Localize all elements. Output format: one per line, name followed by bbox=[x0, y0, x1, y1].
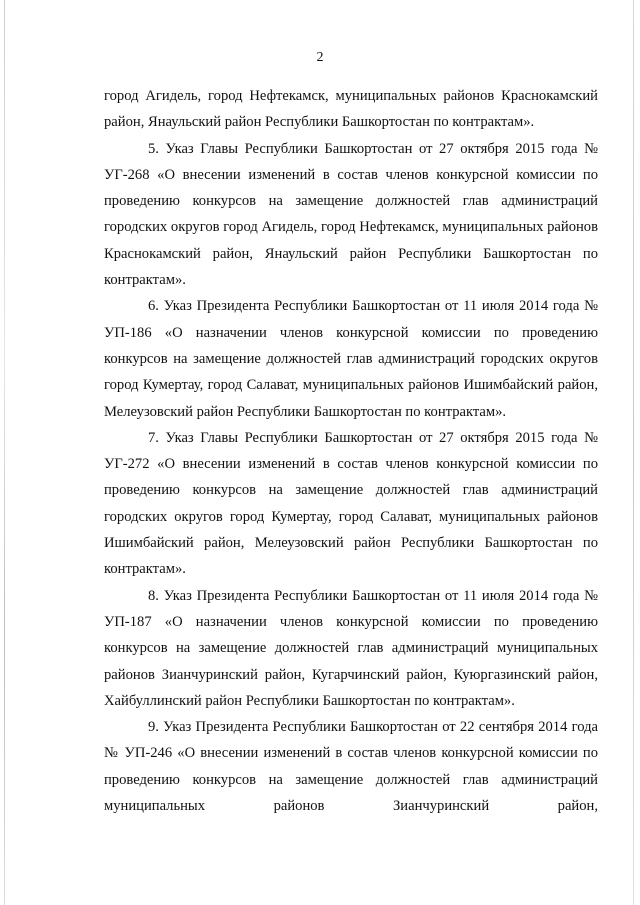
paragraph-continuation: город Агидель, город Нефтекамск, муниципальных районов Краснокамский район, Янаульский район Республики Башкортостан по контрактам». bbox=[104, 88, 598, 131]
document-body bbox=[104, 83, 598, 819]
page-number: 2 bbox=[316, 50, 324, 65]
paragraph-item-7: 7. Указ Главы Республики Башкортостан от 27 октября 2015 года № УГ-272 «О внесении изменений в состав членов конкурсной комиссии по проведению конкурсов на замещение должностей глав администраций городских округов город Кумертау, город Салават, муниципальных районов Ишимбайский район, Мелеузовский район Республики Башкортостан по контрактам». bbox=[104, 429, 598, 578]
scan-edge-right bbox=[633, 0, 634, 905]
paragraph-item-8: 8. Указ Президента Республики Башкортостан от 11 июля 2014 года № УП-187 «О назначении членов конкурсной комиссии по проведению конкурсов на замещение должностей глав администраций муниципальных районов Зианчуринский район, Кугарчинский район, Куюргазинский район, Хайбуллинский район Республики Башкортостан по контрактам». bbox=[104, 587, 598, 709]
paragraph-item-5: 5. Указ Главы Республики Башкортостан от 27 октября 2015 года № УГ-268 «О внесении изменений в состав членов конкурсной комиссии по проведению конкурсов на замещение должностей глав администраций городских округов город Агидель, город Нефтекамск, муниципальных районов Краснокамский район, Янаульский район Республики Башкортостан по контрактам». bbox=[104, 140, 598, 289]
paragraph-item-6: 6. Указ Президента Республики Башкортостан от 11 июля 2014 года № УП-186 «О назначении членов конкурсной комиссии по проведению конкурсов на замещение должностей глав администраций городских округов город Кумертау, город Салават, муниципальных районов Ишимбайский район, Мелеузовский район Республики Башкортостан по контрактам». bbox=[104, 298, 598, 420]
scan-edge-left bbox=[4, 0, 5, 905]
paragraph-item-9: 9. Указ Президента Республики Башкортостан от 22 сентября 2014 года № УП-246 «О внесении изменений в состав членов конкурсной комиссии по проведению конкурсов на замещение должностей глав администраций муниципальных районов Зианчуринский район, bbox=[104, 719, 598, 815]
